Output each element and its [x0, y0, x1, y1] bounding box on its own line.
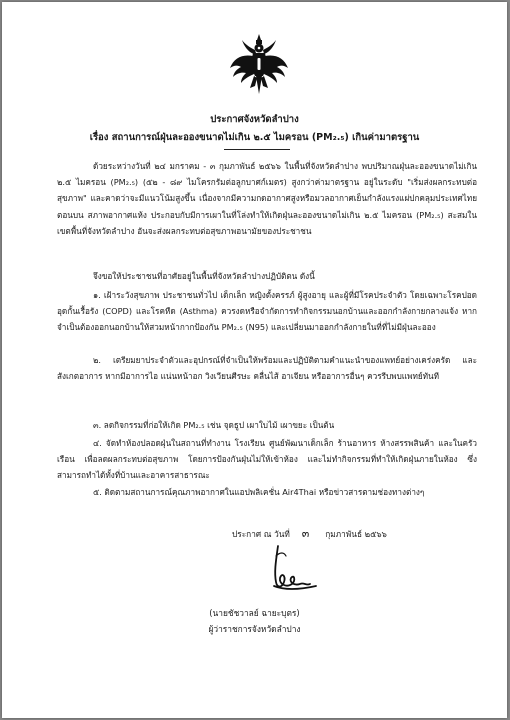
announcement-date — [232, 524, 387, 542]
request-paragraph: จึงขอให้ประชาชนที่อาศัยอยู่ในพื้นที่จังหวัดลำปางปฏิบัติตน ดังนี้ — [93, 271, 315, 281]
title-divider — [224, 149, 290, 150]
intro-paragraph: ด้วยระหว่างวันที่ ๒๔ มกราคม - ๓ กุมภาพันธ์ ๒๕๖๖ ในพื้นที่จังหวัดลำปาง พบปริมาณฝุ่นละอองขนาดไม่เกิน ๒.๕ ไมครอน (PM₂.₅) (๕๒ - ๘๙ ไมโครกรัมต่อลูกบาศก์เมตร) สูงกว่าค่ามาตรฐาน อยู่ในระดับ "เริ่มส่งผลกระทบต่อสุขภาพ" และคาดว่าจะมีแนวโน้มสูงขึ้น เนื่องจากมีความกดอากาศสูงหรือมวลอากาศเย็นกำลังแรงแผ่ปกคลุมประเทศไทยตอนบน สภาพอากาศแห้ง ประกอบกับมีการเผาในที่โล่งทำให้เกิดฝุ่นละอองขนาดไม่เกิน ๒.๕ ไมครอน (PM₂.₅) สะสมในเขตพื้นที่จังหวัดลำปาง อันจะส่งผลกระทบต่อสุขภาพอนามัยของประชาชน — [57, 161, 477, 236]
signer-name: (นายชัชวาลย์ ฉายะบุตร) — [209, 608, 300, 618]
document-page — [2, 2, 507, 718]
advice-item-2: ๒. เตรียมยาประจำตัวและอุปกรณ์ที่จำเป็นให้พร้อมและปฏิบัติตามคำแนะนำของแพทย์อย่างเคร่งครัด และสังเกตอาการ หากมีอาการไอ แน่นหน้าอก วิงเวียนศีรษะ คลื่นไส้ อาเจียน หรืออาการอื่นๆ ควรรีบพบแพทย์ทันที — [57, 355, 477, 382]
garuda-emblem-icon — [228, 32, 290, 96]
date-month-year: กุมภาพันธ์ ๒๕๖๖ — [325, 529, 387, 539]
advice-item-3: ๓. ลดกิจกรรมที่ก่อให้เกิด PM₂.₅ เช่น จุดธูป เผาใบไม้ เผาขยะ เป็นต้น — [93, 420, 335, 430]
advice-item-1: ๑. เฝ้าระวังสุขภาพ ประชาชนทั่วไป เด็กเล็ก หญิงตั้งครรภ์ ผู้สูงอายุ และผู้ที่มีโรคประจำตัว โดยเฉพาะโรคปอดอุดกั้นเรื้อรัง (COPD) และโรคหืด (Asthma) ควรงดหรือจำกัดการทำกิจกรรมนอกบ้านและออกกำลังกายกลางแจ้ง หากจำเป็นต้องออกนอกบ้านให้สวมหน้ากากป้องกัน PM₂.₅ (N95) และเปลี่ยนมาออกกำลังกายในที่ที่ไม่มีฝุ่นละออง — [57, 290, 477, 333]
advice-item-4: ๔. จัดทำห้องปลอดฝุ่นในสถานที่ทำงาน โรงเรียน ศูนย์พัฒนาเด็กเล็ก ร้านอาหาร ห้างสรรพสินค้า และในครัวเรือน เพื่อลดผลกระทบต่อสุขภาพ โดยการป้องกันฝุ่นไม่ให้เข้าห้อง และไม่ทำกิจกรรมที่ทำให้เกิดฝุ่นภายในห้อง ซึ่งสามารถทำได้ทั้งที่บ้านและอาคารสาธารณะ — [57, 438, 477, 481]
signer-title: ผู้ว่าราชการจังหวัดลำปาง — [208, 624, 301, 634]
announcement-title: ประกาศจังหวัดลำปาง — [210, 114, 299, 125]
date-prefix: ประกาศ ณ วันที่ — [232, 529, 290, 539]
date-day: ๓ — [301, 527, 310, 540]
advice-item-5: ๕. ติดตามสถานการณ์คุณภาพอากาศในแอปพลิเคชั่น Air4Thai หรือข่าวสารตามช่องทางต่างๆ — [93, 487, 425, 497]
handwritten-signature — [264, 542, 328, 598]
announcement-subject: เรื่อง สถานการณ์ฝุ่นละอองขนาดไม่เกิน ๒.๕ ไมครอน (PM₂.₅) เกินค่ามาตรฐาน — [89, 132, 420, 143]
